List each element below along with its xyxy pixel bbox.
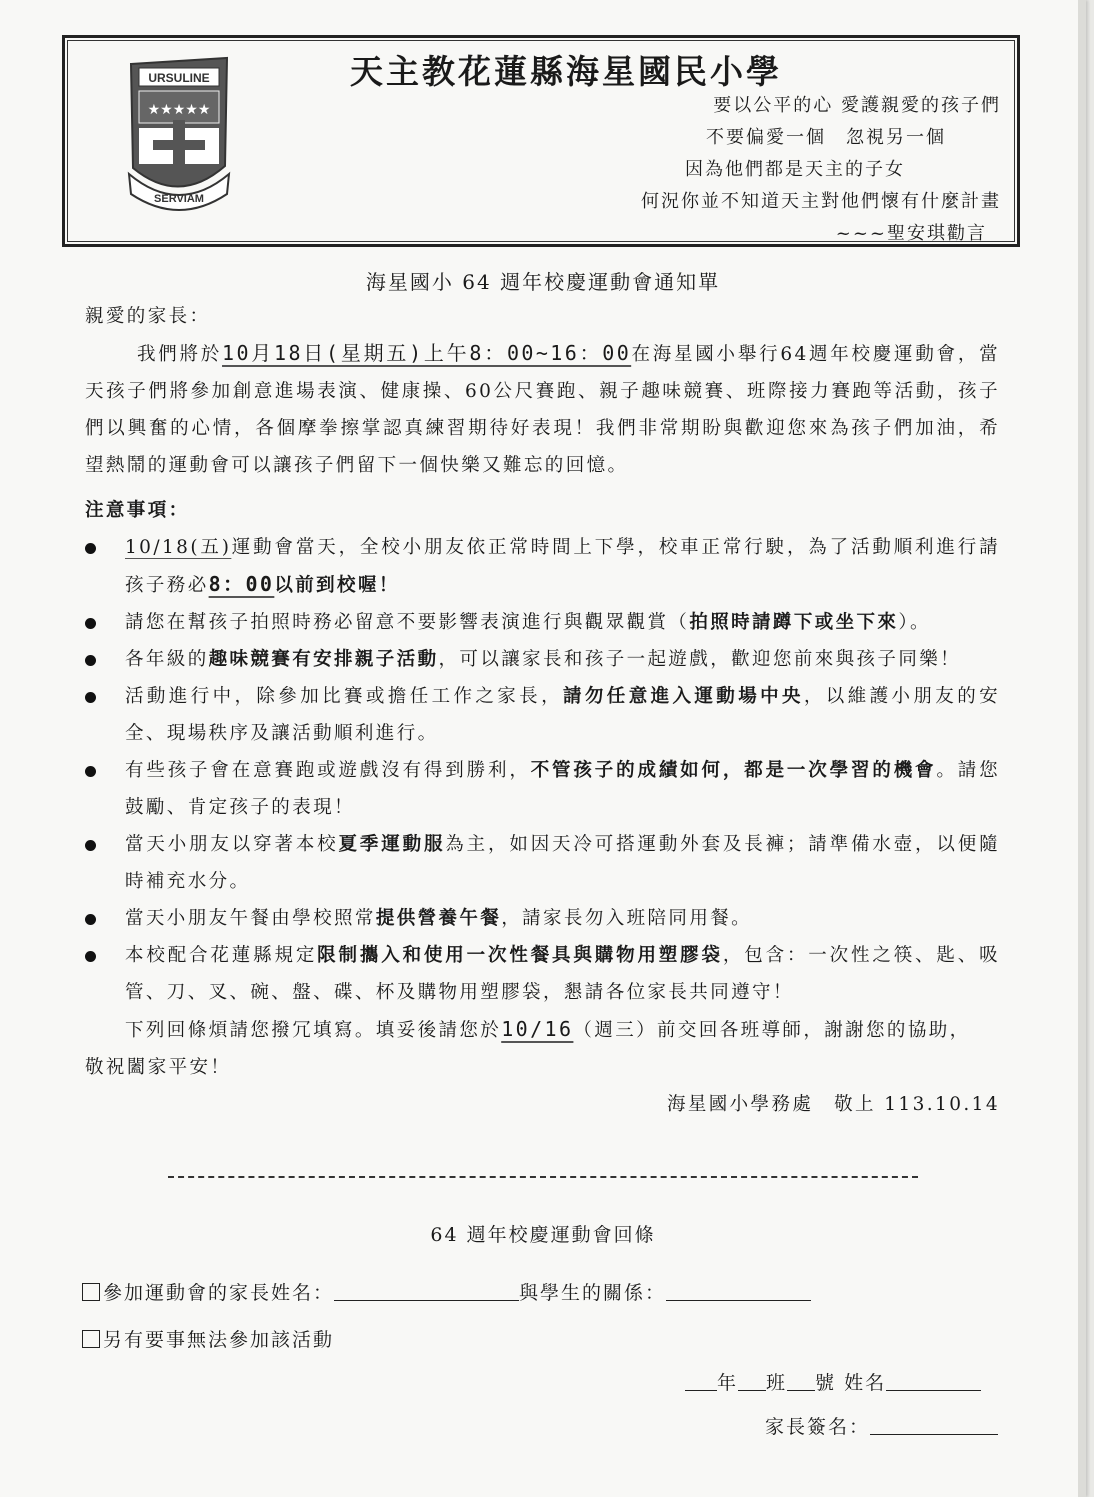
bullet-icon (85, 951, 96, 962)
parent-sign-row (765, 1412, 998, 1439)
note-item (85, 752, 1000, 826)
motto (641, 90, 1001, 250)
motto-line: 要以公平的心 愛護親愛的孩子們 (713, 95, 1001, 116)
text: 拍照時請蹲下或坐下來 (689, 612, 899, 633)
grade-label: 年 (717, 1372, 739, 1394)
motto-attribution: ~~~聖安琪勸言 (835, 223, 987, 244)
text: 為主，如因天冷可搭運動外套及長褲；請準備水壺，以便隨時補充水分。 (125, 834, 1000, 892)
text: 限制攜入和使用一次性餐具與購物用塑膠袋 (317, 945, 723, 966)
text: 當天小朋友以穿著本校 (125, 834, 339, 855)
parent-name-field[interactable] (334, 1282, 519, 1301)
text: 趣味競賽有安排親子活動 (208, 649, 439, 670)
note-item (85, 826, 1000, 900)
note-item (85, 937, 1000, 1011)
svg-text:URSULINE: URSULINE (148, 71, 210, 85)
text: 以前到校喔！ (274, 575, 400, 596)
bullet-icon (85, 692, 96, 703)
return-date: 10/16 (501, 1017, 574, 1041)
student-name-field[interactable] (886, 1372, 981, 1391)
name-label: 姓名 (844, 1372, 887, 1394)
bullet-icon (85, 840, 96, 851)
parent-sign-field[interactable] (870, 1416, 998, 1435)
text: （週三）前交回各班導師，謝謝您的協助， (573, 1020, 971, 1041)
note-item (85, 604, 1000, 641)
text: ）。 (898, 612, 931, 633)
closing-paragraph (85, 1011, 1000, 1049)
class-label: 班 (766, 1372, 788, 1394)
text: 活動進行中，除參加比賽或擔任工作之家長， (125, 686, 563, 707)
text: 我們將於 (137, 344, 223, 365)
ursuline-crest-logo (127, 56, 231, 216)
reply-title: 64 週年校慶運動會回條 (430, 1224, 656, 1246)
notice-title: 海星國小 64 週年校慶運動會通知單 (365, 270, 721, 294)
intro-paragraph (85, 335, 1000, 484)
bullet-icon (85, 655, 96, 666)
note-item (85, 641, 1000, 678)
bullet-icon (85, 618, 96, 629)
text: 夏季運動服 (338, 834, 446, 855)
text: 8：00 (208, 572, 275, 596)
relation-field[interactable] (666, 1282, 811, 1301)
text: 有些孩子會在意賽跑或遊戲沒有得到勝利， (125, 760, 531, 781)
text: 運動會當天，全校小朋友依正常時間上下學，校車正常行駛，為了活動順利進行請孩子務必 (125, 537, 1001, 596)
text: 各年級的 (125, 649, 209, 670)
letterhead (62, 35, 1020, 247)
text: ，請家長勿入班陪同用餐。 (501, 908, 753, 929)
text: 本校配合花蓮縣規定 (125, 945, 318, 966)
number-label: 號 (815, 1372, 837, 1394)
student-info-row (685, 1368, 981, 1395)
text: 提供營養午餐 (375, 908, 502, 929)
bullet-icon (85, 766, 96, 777)
text: 不管孩子的成績如何，都是一次學習的機會 (530, 760, 937, 781)
absent-label: 另有要事無法參加該活動 (103, 1329, 335, 1351)
notes-heading: 注意事項： (85, 500, 190, 521)
note-item (85, 678, 1000, 752)
note-item (85, 529, 1000, 604)
signature: 海星國小學務處 敬上 113.10.14 (666, 1094, 1000, 1115)
absent-row (82, 1325, 334, 1352)
svg-text:SERVIAM: SERVIAM (154, 193, 204, 205)
absent-checkbox[interactable] (82, 1330, 100, 1348)
motto-line: 何況你並不知道天主對他們懷有什麼計畫 (641, 191, 1001, 212)
bullet-icon (85, 543, 96, 554)
text: 。請您鼓勵、肯定孩子的表現！ (125, 760, 1001, 818)
attend-checkbox[interactable] (82, 1283, 100, 1301)
school-name: 天主教花蓮縣海星國民小學 (350, 52, 782, 91)
text: ，以維護小朋友的安全、現場秩序及讓活動順利進行。 (125, 686, 1001, 744)
notes-list (85, 529, 1000, 1011)
cut-line (168, 1176, 918, 1178)
number-field[interactable] (787, 1372, 815, 1391)
relation-label: 與學生的關係： (519, 1282, 667, 1304)
wish: 敬祝闔家平安！ (85, 1057, 232, 1078)
grade-field[interactable] (685, 1372, 717, 1391)
class-field[interactable] (738, 1372, 766, 1391)
motto-line: 因為他們都是天主的子女 (685, 159, 905, 180)
notice-body (85, 298, 1000, 1123)
text: ，包含：一次性之筷、匙、吸管、刀、叉、碗、盤、碟、杯及購物用塑膠袋，懇請各位家長共同遵守！ (125, 945, 1000, 1003)
bullet-icon (85, 914, 96, 925)
text: 在海星國小舉行64週年校慶運動會，當天孩子們將參加創意進場表演、健康操、60公尺賽跑、親子趣味競賽、班際接力賽跑等活動，孩子們以興奮的心情，各個摩拳擦掌認真練習期待好表現！我們非常期盼與歡迎您來為孩子們加油，希望熱鬧的運動會可以讓孩子們留下一個快樂又難忘的回憶。 (85, 344, 1000, 476)
svg-text:★★★★★: ★★★★★ (147, 102, 211, 118)
greeting: 親愛的家長： (85, 306, 211, 327)
text: ，可以讓家長和孩子一起遊戲，歡迎您前來與孩子同樂！ (438, 649, 962, 670)
text: 請勿任意進入運動場中央 (563, 686, 804, 707)
note-item (85, 900, 1000, 937)
text: 請您在幫孩子拍照時務必留意不要影響表演進行與觀眾觀賞（ (125, 612, 690, 633)
attend-row (82, 1278, 811, 1305)
text: 10/18(五) (125, 537, 232, 558)
parent-sign-label: 家長簽名： (765, 1416, 871, 1438)
attend-label: 參加運動會的家長姓名： (103, 1282, 335, 1304)
paper-edge (1078, 0, 1086, 1497)
event-datetime: 10月18日(星期五)上午8：00~16：00 (222, 341, 632, 365)
text: 下列回條煩請您撥冗填寫。填妥後請您於 (125, 1020, 502, 1041)
text: 當天小朋友午餐由學校照常 (125, 908, 376, 929)
motto-line: 不要偏愛一個 忽視另一個 (706, 127, 946, 148)
